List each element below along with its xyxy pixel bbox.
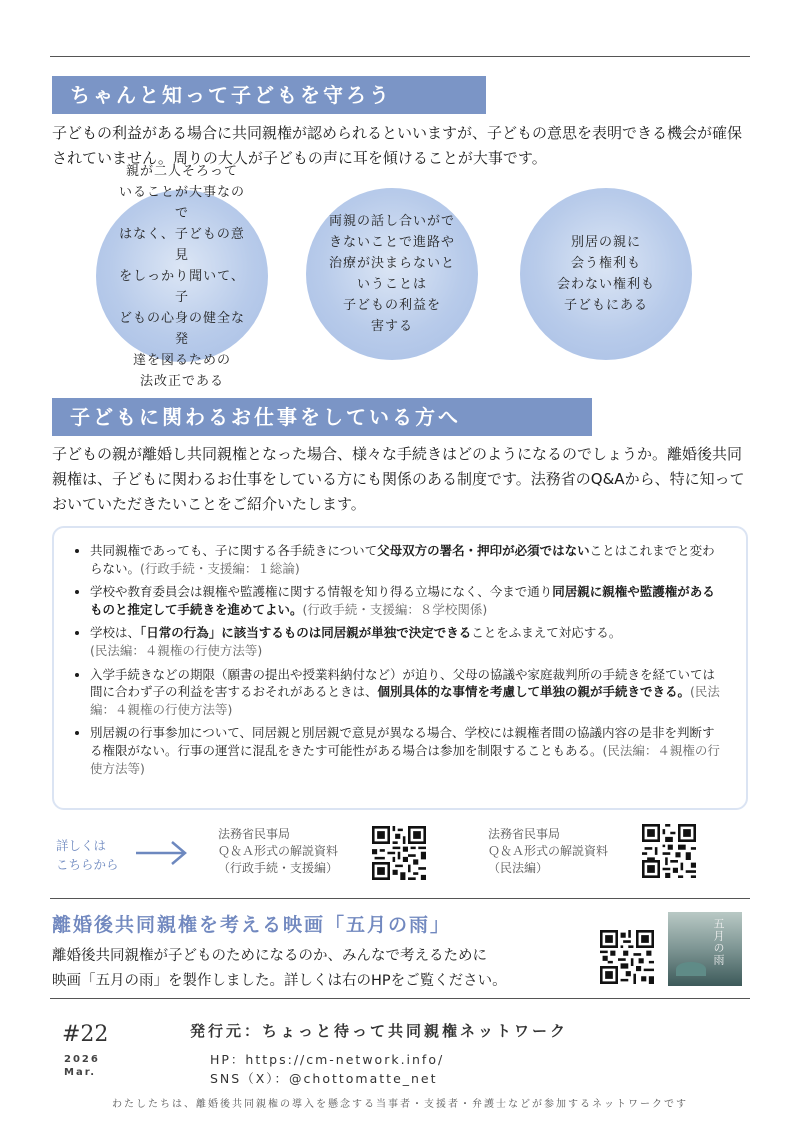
homepage-link[interactable]: HP：https://cm-network.info/ (210, 1052, 445, 1067)
section2-title: 子どもに関わるお仕事をしている方へ (52, 398, 592, 436)
footer-divider (50, 998, 750, 999)
section2-text: 子どもの親が離婚し共同親権となった場合、様々な手続きはどのようになるのでしょうか。離婚後共同親権は、子どもに関わるお仕事をしている方にも関係のある制度です。法務省のQ&Aから、特に知っておいていただきたいことをご紹介いたします。 (52, 445, 745, 513)
issue-number: #22 (62, 1022, 109, 1047)
circle-1-text: 親が二人そろって いることが大事なので はなく、子どもの意見 をしっかり聞いて、子 どもの心身の健全な発 達を図るための 法改正である (118, 163, 245, 389)
circle-1 (96, 163, 268, 389)
arrow-right-icon (134, 840, 190, 866)
resource2-label[interactable]: 法務省民事局 Ｑ＆Ａ形式の解説資料 （民法編） (488, 827, 609, 875)
movie-title: 離婚後共同親権を考える映画「五月の雨」 (52, 914, 452, 936)
movie-poster[interactable] (668, 912, 742, 986)
qr-code-icon[interactable] (372, 826, 426, 880)
circle-2-text: 両親の話し合いがで きないことで進路や 治療が決まらないと いうことは 子どもの利益を 害する (328, 214, 455, 334)
sns-link[interactable]: SNS（X）：@chottomatte_net (210, 1071, 438, 1086)
qa-box (52, 526, 748, 810)
movie-text: 離婚後共同親権が子どものためになるのか、みんなで考えるために 映画「五月の雨」を製作しました。詳しくは右のHPをご覧ください。 (52, 948, 507, 989)
circle-3-text: 別居の親に 会う権利も 会わない権利も 子どもにある (556, 235, 655, 313)
qa-list (76, 542, 726, 777)
movie-divider (50, 898, 750, 899)
circle-2 (306, 188, 478, 360)
qa-item: • 学校や教育委員会は親権や監護権に関する情報を知り得る立場になく、今まで通り同居親に親権や監護権があるものと推定して手続きを進めてよい。(行政手続・支援編：８学校関係) (90, 583, 726, 618)
circle-3 (520, 188, 692, 360)
issue-month: Mar. (64, 1067, 97, 1078)
network-description: わたしたちは、離婚後共同親権の導入を懸念する当事者・支援者・弁護士などが参加するネットワークです (112, 1099, 688, 1110)
section1-title: ちゃんと知って子どもを守ろう (52, 76, 486, 114)
qa-item: • 入学手続きなどの期限（願書の提出や授業料納付など）が迫り、父母の協議や家庭裁判所の手続きを経ていては間に合わず子の利益を害するおそれがあるときは、個別具体的な事情を考慮して単独の親が手続きできる。(民法編：４親権の行使方法等) (90, 666, 726, 719)
publisher: 発行元：ちょっと待って共同親権ネットワーク (190, 1022, 569, 1040)
qr-code-icon[interactable] (642, 824, 696, 878)
umbrella-icon (676, 962, 706, 976)
qa-item: • 別居親の行事参加について、同居親と別居親で意見が異なる場合、学校には親権者間の協議内容の是非を判断する権限がない。行事の運営に混乱をきたす可能性がある場合は参加を制限することもある。(民法編：４親権の行使方法等) (90, 724, 726, 777)
more-info-label: 詳しくは こちらから (56, 838, 119, 872)
issue-year: 2026 (64, 1054, 100, 1065)
qa-item: • 共同親権であっても、子に関する各手続きについて父母双方の署名・押印が必須ではないことはこれまでと変わらない。(行政手続・支援編：１総論) (90, 542, 726, 577)
top-divider (50, 56, 750, 57)
section1-text: 子どもの利益がある場合に共同親権が認められるといいますが、子どもの意思を表明できる機会が確保されていません。周りの大人が子どもの声に耳を傾けることが大事です。 (52, 124, 743, 167)
qa-item: • 学校は、「日常の行為」に該当するものは同居親が単独で決定できることをふまえて対応する。 (民法編：４親権の行使方法等) (90, 624, 726, 659)
poster-title: 五月の雨 (712, 918, 725, 966)
resource1-label[interactable]: 法務省民事局 Ｑ＆Ａ形式の解説資料 （行政手続・支援編） (218, 827, 339, 875)
qr-code-icon[interactable] (600, 930, 654, 984)
